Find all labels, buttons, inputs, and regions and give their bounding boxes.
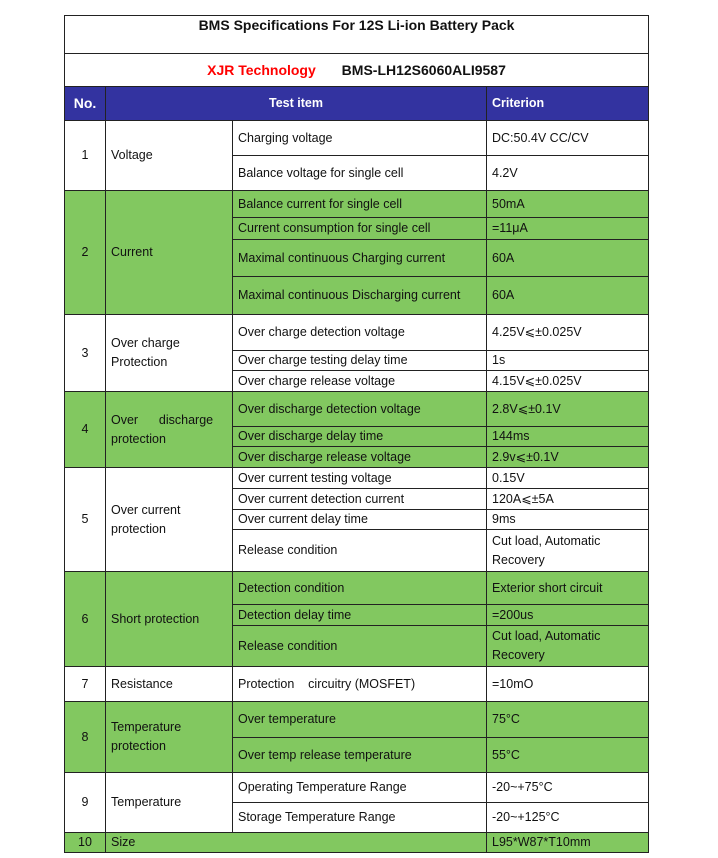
- item-name-line: Temperature: [111, 720, 182, 734]
- item-name: [106, 315, 233, 392]
- header-test-item: Test item: [106, 87, 487, 121]
- row-number: 4: [65, 392, 106, 468]
- item-name: [106, 702, 233, 773]
- param-label: Over discharge detection voltage: [233, 392, 487, 427]
- header-no: No.: [65, 87, 106, 121]
- item-name-line: Protection: [111, 355, 168, 369]
- row-number: 9: [65, 773, 106, 833]
- param-value: 4.15V⩽±0.025V: [487, 371, 649, 392]
- row-number: 3: [65, 315, 106, 392]
- item-name: Voltage: [106, 121, 233, 191]
- param-value: -20~+75°C: [487, 773, 649, 803]
- param-label: Over charge release voltage: [233, 371, 487, 392]
- item-name: Current: [106, 191, 233, 315]
- param-label: Over charge detection voltage: [233, 315, 487, 351]
- row-number: 10: [65, 833, 106, 853]
- param-label: Charging voltage: [233, 121, 487, 156]
- item-name-line: Over discharge: [111, 412, 214, 427]
- param-label: Current consumption for single cell: [233, 218, 487, 240]
- param-value: =200us: [487, 605, 649, 626]
- param-value: 4.25V⩽±0.025V: [487, 315, 649, 351]
- row-number: 1: [65, 121, 106, 191]
- param-value: -20~+125°C: [487, 803, 649, 833]
- item-name-line: protection: [111, 431, 166, 446]
- param-value: 75°C: [487, 702, 649, 738]
- param-value: =11μA: [487, 218, 649, 240]
- param-label: Maximal continuous Charging current: [233, 240, 487, 277]
- model-number: BMS-LH12S6060ALI9587: [341, 61, 506, 78]
- param-value-line: Recovery: [492, 552, 545, 567]
- item-name-line: Over charge: [111, 336, 180, 350]
- row-number: 6: [65, 572, 106, 667]
- param-label: Over temperature: [233, 702, 487, 738]
- param-label: Release condition: [233, 530, 487, 572]
- bms-spec-table: [64, 15, 649, 853]
- param-label: Over current detection current: [233, 489, 487, 510]
- row-number: 5: [65, 468, 106, 572]
- param-value: 2.8V⩽±0.1V: [487, 392, 649, 427]
- param-label: Over current testing voltage: [233, 468, 487, 489]
- item-name: Resistance: [106, 667, 233, 702]
- param-label: Over current delay time: [233, 510, 487, 530]
- param-value: 60A: [487, 277, 649, 315]
- company-name: XJR Technology: [207, 61, 316, 78]
- param-value: 144ms: [487, 427, 649, 447]
- param-label: Detection condition: [233, 572, 487, 605]
- param-label: Operating Temperature Range: [233, 773, 487, 803]
- item-name: [106, 392, 233, 468]
- header-criterion: Criterion: [487, 87, 649, 121]
- item-name-line: Over current: [111, 502, 181, 517]
- param-value-line: Cut load, Automatic: [492, 629, 601, 643]
- param-value: 1s: [487, 351, 649, 371]
- item-name: [106, 468, 233, 572]
- param-value: 60A: [487, 240, 649, 277]
- param-value-line: Recovery: [492, 648, 545, 662]
- item-name: Short protection: [106, 572, 233, 667]
- param-label: Over discharge delay time: [233, 427, 487, 447]
- param-value: [487, 530, 649, 572]
- item-name: Temperature: [106, 773, 233, 833]
- param-label: Detection delay time: [233, 605, 487, 626]
- param-label: Balance voltage for single cell: [233, 156, 487, 191]
- param-value: =10mO: [487, 667, 649, 702]
- param-label: Over discharge release voltage: [233, 447, 487, 468]
- param-value-line: Cut load, Automatic: [492, 533, 601, 548]
- param-value: [487, 626, 649, 667]
- param-label: Balance current for single cell: [233, 191, 487, 218]
- param-value: 2.9v⩽±0.1V: [487, 447, 649, 468]
- param-value: 50mA: [487, 191, 649, 218]
- param-label: Release condition: [233, 626, 487, 667]
- param-label: Protection circuitry (MOSFET): [233, 667, 487, 702]
- company-model-row: [65, 54, 649, 87]
- param-label: Over temp release temperature: [233, 738, 487, 773]
- item-name: Size: [106, 833, 487, 853]
- param-value: 9ms: [487, 510, 649, 530]
- param-value: DC:50.4V CC/CV: [487, 121, 649, 156]
- row-number: 8: [65, 702, 106, 773]
- item-name-line: protection: [111, 739, 166, 753]
- param-value: 55°C: [487, 738, 649, 773]
- page-title: BMS Specifications For 12S Li-ion Battery Pack: [65, 16, 649, 54]
- param-value: 4.2V: [487, 156, 649, 191]
- param-label: Storage Temperature Range: [233, 803, 487, 833]
- param-value: L95*W87*T10mm: [487, 833, 649, 853]
- param-value: 0.15V: [487, 468, 649, 489]
- item-name-line: protection: [111, 521, 166, 536]
- param-label: Maximal continuous Discharging current: [233, 277, 487, 315]
- row-number: 7: [65, 667, 106, 702]
- param-label: Over charge testing delay time: [233, 351, 487, 371]
- row-number: 2: [65, 191, 106, 315]
- param-value: Exterior short circuit: [487, 572, 649, 605]
- param-value: 120A⩽±5A: [487, 489, 649, 510]
